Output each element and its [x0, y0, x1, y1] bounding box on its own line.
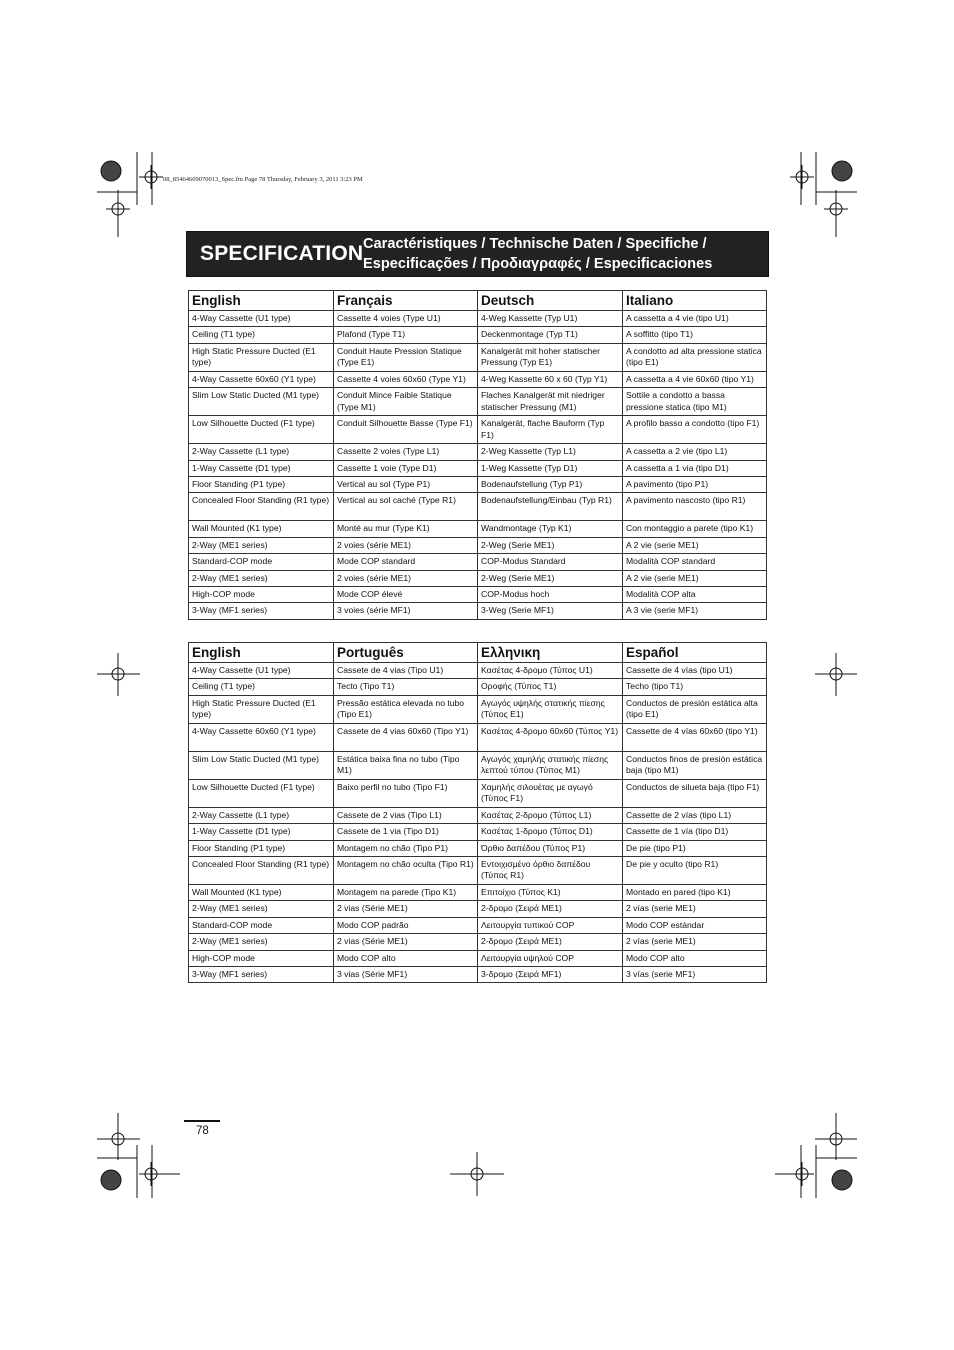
table-row — [189, 554, 767, 570]
table-cell: Mode COP élevé — [334, 587, 478, 603]
table-cell: Bodenaufstellung/Einbau (Typ R1) — [478, 493, 623, 521]
table-cell: Cassete de 2 vias (Tipo L1) — [334, 807, 478, 823]
table-cell: Wall Mounted (K1 type) — [189, 521, 334, 537]
table-cell: High-COP mode — [189, 587, 334, 603]
table-cell: Kanalgerät, flache Bauform (Typ F1) — [478, 416, 623, 444]
table-cell: 4-Weg Kassette 60 x 60 (Typ Y1) — [478, 371, 623, 387]
table-cell: 2 vías (serie ME1) — [623, 934, 767, 950]
table-row — [189, 885, 767, 901]
table-row — [189, 327, 767, 343]
table-cell: Montagem no chão oculta (Tipo R1) — [334, 857, 478, 885]
table-cell: 2 vias (Série ME1) — [334, 934, 478, 950]
table-cell: 3-Weg (Serie MF1) — [478, 603, 623, 619]
table-row — [189, 967, 767, 983]
table-cell: Ceiling (T1 type) — [189, 679, 334, 695]
table-cell: Cassette de 1 vía (tipo D1) — [623, 824, 767, 840]
table-cell: 2 voies (série ME1) — [334, 570, 478, 586]
table-cell: Mode COP standard — [334, 554, 478, 570]
table-cell: Low Silhouette Ducted (F1 type) — [189, 416, 334, 444]
table-row — [189, 723, 767, 751]
table-row — [189, 444, 767, 460]
table-cell: Κασέτας 4-δρομο 60x60 (Τύπος Y1) — [478, 723, 623, 751]
table-cell: 4-Way Cassette (U1 type) — [189, 311, 334, 327]
table-row — [189, 779, 767, 807]
table-cell: A pavimento (tipo P1) — [623, 477, 767, 493]
table-cell: 2-Way (ME1 series) — [189, 537, 334, 553]
table-row — [189, 807, 767, 823]
column-header: Français — [334, 291, 478, 311]
table-cell: 3-Way (MF1 series) — [189, 603, 334, 619]
column-header: Italiano — [623, 291, 767, 311]
banner-subtitles — [363, 234, 712, 274]
table-cell: Cassete de 4 vias 60x60 (Tipo Y1) — [334, 723, 478, 751]
table-row — [189, 901, 767, 917]
table-row — [189, 603, 767, 619]
table-cell: Baixo perfil no tubo (Tipo F1) — [334, 779, 478, 807]
table-cell: Cassete de 4 vias (Tipo U1) — [334, 663, 478, 679]
table-cell: Αγωγός χαμηλής στατικής πίεσης λεπτού τύπου (Τύπος M1) — [478, 751, 623, 779]
banner-title: SPECIFICATION — [200, 242, 364, 265]
table-cell: Techo (tipo T1) — [623, 679, 767, 695]
table-cell: Conduit Mince Faible Statique (Type M1) — [334, 388, 478, 416]
table-cell: Ceiling (T1 type) — [189, 327, 334, 343]
table-cell: Montado en pared (tipo K1) — [623, 885, 767, 901]
table-cell: Modo COP alto — [334, 950, 478, 966]
table-cell: Επιτοίχιο (Τύπος K1) — [478, 885, 623, 901]
table-cell: Χαμηλής σιλουέτας με αγωγό (Τύπος F1) — [478, 779, 623, 807]
table-cell: Κασέτας 4-δρομο (Τύπος U1) — [478, 663, 623, 679]
table-cell: Λειτουργία τυπικού COP — [478, 917, 623, 933]
table-row — [189, 477, 767, 493]
print-info-line: 08_85464609070013_Spec.fm Page 78 Thursday, February 3, 2011 3:23 PM — [163, 176, 363, 183]
spec-table-2 — [188, 642, 767, 983]
table-cell: Plafond (Type T1) — [334, 327, 478, 343]
table-cell: 2-Way (ME1 series) — [189, 934, 334, 950]
table-row — [189, 521, 767, 537]
table-row — [189, 695, 767, 723]
table-cell: 2-Way (ME1 series) — [189, 901, 334, 917]
table-cell: Αγωγός υψηλής στατικής πίεσης (Τύπος E1) — [478, 695, 623, 723]
table-cell: Deckenmontage (Typ T1) — [478, 327, 623, 343]
column-header: Español — [623, 643, 767, 663]
table-cell: A cassetta a 1 via (tipo D1) — [623, 460, 767, 476]
table-cell: Slim Low Static Ducted (M1 type) — [189, 388, 334, 416]
table-cell: Tecto (Tipo T1) — [334, 679, 478, 695]
table-cell: Concealed Floor Standing (R1 type) — [189, 857, 334, 885]
column-header: English — [189, 291, 334, 311]
table-cell: 2 vías (serie ME1) — [623, 901, 767, 917]
table-cell: 3-δρομο (Σειρά MF1) — [478, 967, 623, 983]
table-cell: 1-Weg Kassette (Typ D1) — [478, 460, 623, 476]
table-row — [189, 388, 767, 416]
table-cell: Κασέτας 1-δρομο (Τύπος D1) — [478, 824, 623, 840]
table-cell: Bodenaufstellung (Typ P1) — [478, 477, 623, 493]
table-cell: Conduit Silhouette Basse (Type F1) — [334, 416, 478, 444]
table-row — [189, 371, 767, 387]
table-row — [189, 751, 767, 779]
table-cell: Sottile a condotto a bassa pressione statica (tipo M1) — [623, 388, 767, 416]
table-cell: Modalità COP standard — [623, 554, 767, 570]
table-cell: Con montaggio a parete (tipo K1) — [623, 521, 767, 537]
table-cell: Kanalgerät mit hoher statischer Pressung (Typ E1) — [478, 343, 623, 371]
table-cell: 3 vias (Série MF1) — [334, 967, 478, 983]
specification-banner — [186, 231, 769, 277]
table-row — [189, 663, 767, 679]
column-header: English — [189, 643, 334, 663]
table-cell: 2-Weg (Serie ME1) — [478, 537, 623, 553]
table-cell: De pie (tipo P1) — [623, 840, 767, 856]
table-cell: A condotto ad alta pressione statica (tipo E1) — [623, 343, 767, 371]
spec-table-1 — [188, 290, 767, 620]
table-cell: A 2 vie (serie ME1) — [623, 537, 767, 553]
table-cell: 2-Way Cassette (L1 type) — [189, 807, 334, 823]
table-cell: 1-Way Cassette (D1 type) — [189, 460, 334, 476]
table-cell: 2-δρομο (Σειρά ME1) — [478, 934, 623, 950]
table-cell: Cassette 1 voie (Type D1) — [334, 460, 478, 476]
table-cell: High Static Pressure Ducted (E1 type) — [189, 695, 334, 723]
table-cell: Κασέτας 2-δρομο (Τύπος L1) — [478, 807, 623, 823]
table-cell: Slim Low Static Ducted (M1 type) — [189, 751, 334, 779]
table-row — [189, 950, 767, 966]
table-row — [189, 493, 767, 521]
table-cell: 4-Way Cassette 60x60 (Y1 type) — [189, 371, 334, 387]
table-cell: Low Silhouette Ducted (F1 type) — [189, 779, 334, 807]
table-cell: High Static Pressure Ducted (E1 type) — [189, 343, 334, 371]
table-cell: 2-Weg Kassette (Typ L1) — [478, 444, 623, 460]
table-cell: 3 voies (série MF1) — [334, 603, 478, 619]
table-cell: 4-Way Cassette (U1 type) — [189, 663, 334, 679]
table-cell: High-COP mode — [189, 950, 334, 966]
table-cell: 3-Way (MF1 series) — [189, 967, 334, 983]
page-number-rule — [184, 1120, 220, 1122]
table-cell: Pressão estática elevada no tubo (Tipo E1) — [334, 695, 478, 723]
table-cell: 2-Way Cassette (L1 type) — [189, 444, 334, 460]
table-cell: A 2 vie (serie ME1) — [623, 570, 767, 586]
table-cell: Cassete de 1 via (Tipo D1) — [334, 824, 478, 840]
table-cell: 2 vias (Série ME1) — [334, 901, 478, 917]
table-cell: Modo COP alto — [623, 950, 767, 966]
table-cell: 2-δρομο (Σειρά ME1) — [478, 901, 623, 917]
table-cell: Όρθιο δαπέδου (Τύπος P1) — [478, 840, 623, 856]
table-cell: Cassette de 4 vías 60x60 (tipo Y1) — [623, 723, 767, 751]
table-cell: Montagem na parede (Tipo K1) — [334, 885, 478, 901]
table-cell: Vertical au sol caché (Type R1) — [334, 493, 478, 521]
table-cell: Modo COP padrão — [334, 917, 478, 933]
table-row — [189, 857, 767, 885]
column-header: Deutsch — [478, 291, 623, 311]
table-row — [189, 460, 767, 476]
table-cell: Flaches Kanalgerät mit niedriger statischer Pressung (M1) — [478, 388, 623, 416]
table-cell: 2-Weg (Serie ME1) — [478, 570, 623, 586]
table-row — [189, 587, 767, 603]
table-cell: A 3 vie (serie MF1) — [623, 603, 767, 619]
table-cell: Cassette 4 voies (Type U1) — [334, 311, 478, 327]
table-row — [189, 917, 767, 933]
table-cell: 1-Way Cassette (D1 type) — [189, 824, 334, 840]
table-cell: Standard-COP mode — [189, 554, 334, 570]
table-cell: De pie y oculto (tipo R1) — [623, 857, 767, 885]
table-cell: Floor Standing (P1 type) — [189, 477, 334, 493]
table-cell: A cassetta a 4 vie (tipo U1) — [623, 311, 767, 327]
table-cell: 2-Way (ME1 series) — [189, 570, 334, 586]
table-cell: 4-Way Cassette 60x60 (Y1 type) — [189, 723, 334, 751]
table-cell: Conduit Haute Pression Statique (Type E1) — [334, 343, 478, 371]
table-row — [189, 570, 767, 586]
table-cell: Estática baixa fina no tubo (Tipo M1) — [334, 751, 478, 779]
table-cell: Cassette de 2 vías (tipo L1) — [623, 807, 767, 823]
table-cell: Οροφής (Τύπος T1) — [478, 679, 623, 695]
table-cell: A cassetta a 4 vie 60x60 (tipo Y1) — [623, 371, 767, 387]
table-cell: Conductos de presión estática alta (tipo E1) — [623, 695, 767, 723]
table-cell: Wall Mounted (K1 type) — [189, 885, 334, 901]
table-cell: Concealed Floor Standing (R1 type) — [189, 493, 334, 521]
table-cell: A pavimento nascosto (tipo R1) — [623, 493, 767, 521]
table-header-row — [189, 291, 767, 311]
table-cell: A cassetta a 2 vie (tipo L1) — [623, 444, 767, 460]
table-cell: Vertical au sol (Type P1) — [334, 477, 478, 493]
table-row — [189, 416, 767, 444]
table-cell: Montagem no chão (Tipo P1) — [334, 840, 478, 856]
table-cell: Conductos finos de presión estática baja (tipo M1) — [623, 751, 767, 779]
table-row — [189, 343, 767, 371]
table-cell: COP-Modus hoch — [478, 587, 623, 603]
banner-subtitle-line1: Caractéristiques / Technische Daten / Specifiche / — [363, 236, 707, 252]
page-number: 78 — [196, 1125, 209, 1137]
table-cell: Cassette 4 voies 60x60 (Type Y1) — [334, 371, 478, 387]
table-cell: A profilo basso a condotto (tipo F1) — [623, 416, 767, 444]
table-cell: Cassette de 4 vías (tipo U1) — [623, 663, 767, 679]
table-cell: Λειτουργία υψηλού COP — [478, 950, 623, 966]
table-cell: Monté au mur (Type K1) — [334, 521, 478, 537]
table-row — [189, 934, 767, 950]
table-row — [189, 311, 767, 327]
column-header: Ελληνικη — [478, 643, 623, 663]
table-cell: 2 voies (série ME1) — [334, 537, 478, 553]
table-row — [189, 679, 767, 695]
table-row — [189, 840, 767, 856]
table-row — [189, 537, 767, 553]
table-cell: COP-Modus Standard — [478, 554, 623, 570]
table-cell: Conductos de silueta baja (tipo F1) — [623, 779, 767, 807]
banner-subtitle-line2: Especificações / Προδιαγραφές / Especificaciones — [363, 256, 713, 272]
table-row — [189, 824, 767, 840]
table-cell: 3 vías (serie MF1) — [623, 967, 767, 983]
table-header-row — [189, 643, 767, 663]
table-cell: Standard-COP mode — [189, 917, 334, 933]
column-header: Português — [334, 643, 478, 663]
table-cell: Cassette 2 voies (Type L1) — [334, 444, 478, 460]
table-cell: Wandmontage (Typ K1) — [478, 521, 623, 537]
table-cell: 4-Weg Kassette (Typ U1) — [478, 311, 623, 327]
table-cell: Εντοιχισμένο όρθιο δαπέδου (Τύπος R1) — [478, 857, 623, 885]
table-cell: Modo COP estándar — [623, 917, 767, 933]
table-cell: A soffitto (tipo T1) — [623, 327, 767, 343]
table-cell: Floor Standing (P1 type) — [189, 840, 334, 856]
table-cell: Modalità COP alta — [623, 587, 767, 603]
